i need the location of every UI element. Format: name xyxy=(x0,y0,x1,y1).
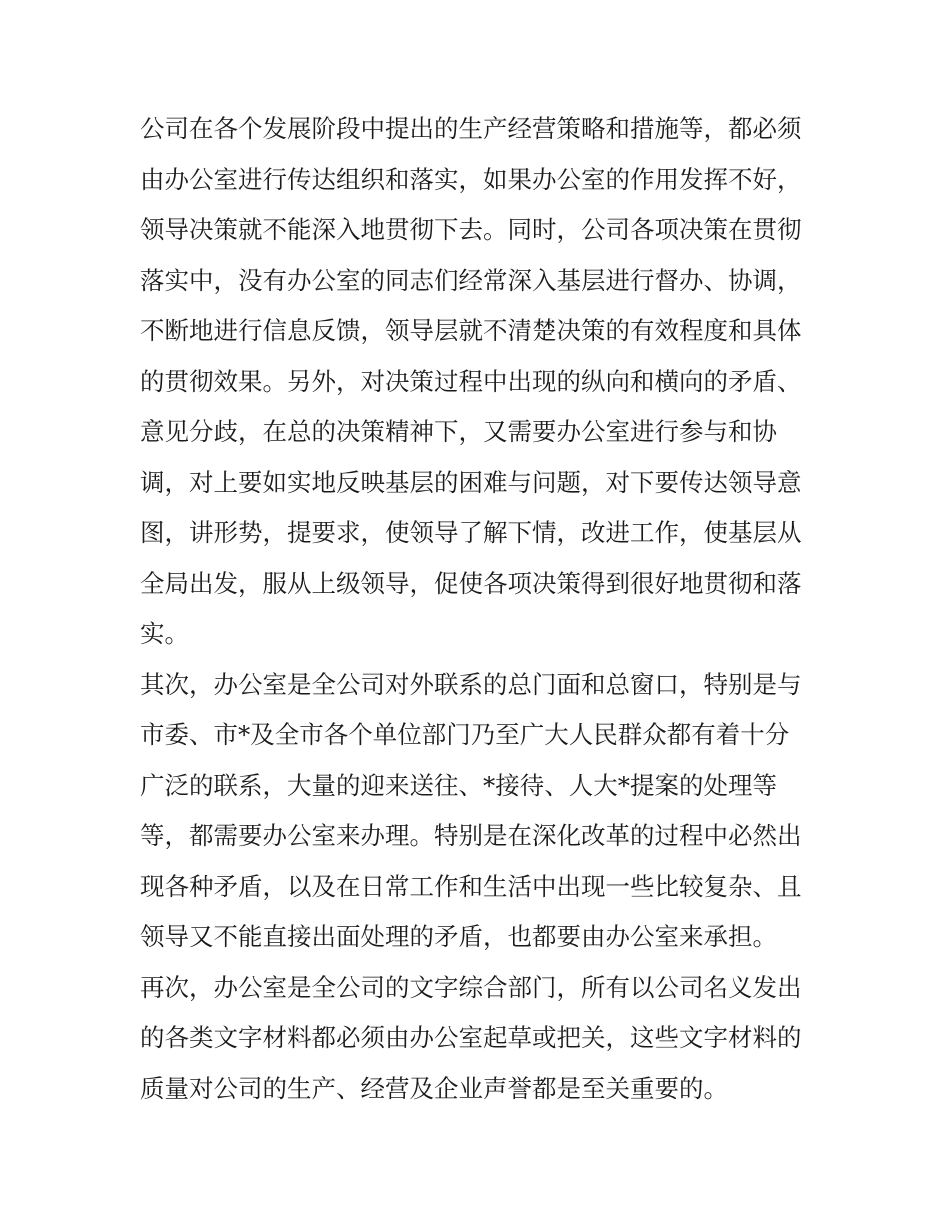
text-line: 领导决策就不能深入地贯彻下去。同时，公司各项决策在贯彻 xyxy=(140,215,802,244)
text-line: 再次，办公室是全公司的文字综合部门，所有以公司名义发出 xyxy=(140,972,802,1002)
text-line: 市委、市*及全市各个单位部门乃至广大人民群众都有着十分 xyxy=(140,720,790,749)
body-text xyxy=(140,104,820,1114)
text-line: 质量对公司的生产、经营及企业声誉都是至关重要的。 xyxy=(140,1073,728,1103)
text-line: 公司在各个发展阶段中提出的生产经营策略和措施等，都必须 xyxy=(140,114,802,143)
text-line: 的各类文字材料都必须由办公室起草或把关，这些文字材料的 xyxy=(140,1023,802,1052)
text-line: 领导又不能直接出面处理的矛盾，也都要由办公室来承担。 xyxy=(140,922,777,951)
text-line: 现各种矛盾，以及在日常工作和生活中出现一些比较复杂、且 xyxy=(140,871,802,901)
text-line: 的贯彻效果。另外，对决策过程中出现的纵向和横向的矛盾、 xyxy=(140,366,802,396)
text-line: 其次，办公室是全公司对外联系的总门面和总窗口，特别是与 xyxy=(140,669,802,699)
text-line: 实。 xyxy=(140,619,189,648)
text-line: 调，对上要如实地反映基层的困难与问题，对下要传达领导意 xyxy=(140,467,802,497)
text-line: 由办公室进行传达组织和落实，如果办公室的作用发挥不好， xyxy=(140,164,802,194)
text-line: 落实中，没有办公室的同志们经常深入基层进行督办、协调， xyxy=(140,265,802,295)
text-line: 意见分歧，在总的决策精神下，又需要办公室进行参与和协 xyxy=(140,417,777,446)
text-line: 全局出发，服从上级领导，促使各项决策得到很好地贯彻和落 xyxy=(140,568,802,598)
text-line: 广泛的联系，大量的迎来送往、*接待、人大*提案的处理等 xyxy=(140,770,777,800)
text-line: 等，都需要办公室来办理。特别是在深化改革的过程中必然出 xyxy=(140,821,802,850)
text-line: 图，讲形势，提要求，使领导了解下情，改进工作，使基层从 xyxy=(140,518,802,547)
text-line: 不断地进行信息反馈，领导层就不清楚决策的有效程度和具体 xyxy=(140,316,802,345)
